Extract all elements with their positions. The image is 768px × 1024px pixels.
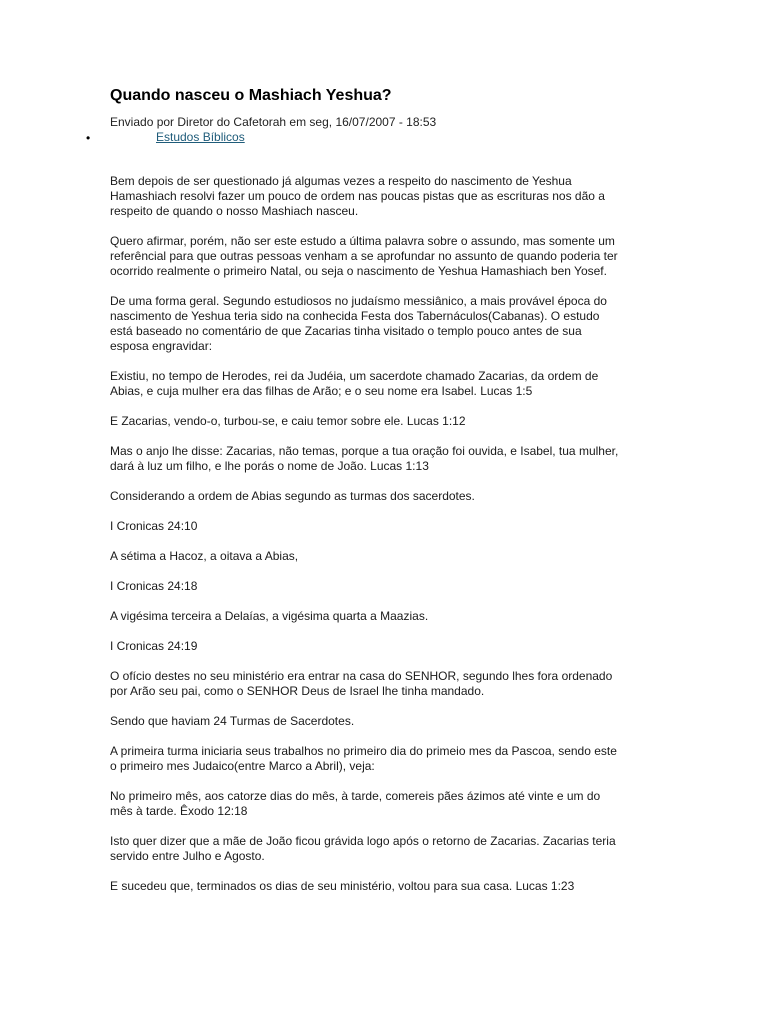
quote-paragraph: O ofício destes no seu ministério era entrar na casa do SENHOR, segundo lhes fora ordenado por Arão seu pai, como o SENHOR Deus de Israel lhe tinha mandado. bbox=[110, 669, 613, 698]
reference-line: I Cronicas 24:19 bbox=[110, 639, 198, 653]
reference-line: I Cronicas 24:18 bbox=[110, 579, 198, 593]
paragraph: Isto quer dizer que a mãe de João ficou grávida logo após o retorno de Zacarias. Zacarias teria servido entre Julho e Agosto. bbox=[110, 834, 616, 863]
quote-paragraph: No primeiro mês, aos catorze dias do mês, à tarde, comereis pães ázimos até vinte e um do mês à tarde. Êxodo 12:18 bbox=[110, 789, 601, 818]
category-link-estudos-biblicos[interactable]: Estudos Bíblicos bbox=[156, 130, 245, 144]
paragraph: A primeira turma iniciaria seus trabalhos no primeiro dia do primeio mes da Pascoa, sendo este o primeiro mes Judaico(entre Marco a Abril), veja: bbox=[110, 744, 617, 773]
paragraph: Quero afirmar, porém, não ser este estudo a última palavra sobre o assundo, mas somente um referêncial para que outras pessoas venham a se aprofundar no assunto de quando poderia ter ocorrido realmente o primeiro Natal, ou seja o nascimento de Yeshua Hamashiach ben Yosef. bbox=[110, 234, 618, 278]
quote-paragraph: A vigésima terceira a Delaías, a vigésima quarta a Maazias. bbox=[110, 609, 429, 623]
article-title: Quando nasceu o Mashiach Yeshua? bbox=[110, 87, 392, 104]
article-meta: Enviado por Diretor do Cafetorah em seg, 16/07/2007 - 18:53 bbox=[110, 115, 437, 129]
quote-paragraph: A sétima a Hacoz, a oitava a Abias, bbox=[110, 549, 299, 563]
article-body bbox=[110, 174, 670, 909]
quote-paragraph: E Zacarias, vendo-o, turbou-se, e caiu temor sobre ele. Lucas 1:12 bbox=[110, 414, 466, 428]
quote-paragraph: Mas o anjo lhe disse: Zacarias, não temas, porque a tua oração foi ouvida, e Isabel, tua mulher, dará à luz um filho, e lhe porás o nome de João. Lucas 1:13 bbox=[110, 444, 619, 473]
category-bullet: • bbox=[86, 131, 91, 145]
paragraph: Considerando a ordem de Abias segundo as turmas dos sacerdotes. bbox=[110, 489, 475, 503]
paragraph: De uma forma geral. Segundo estudiosos no judaísmo messiânico, a mais provável época do nascimento de Yeshua teria sido na conhecida Festa dos Tabernáculos(Cabanas). O estudo está baseado no comentário de que Zacarias tinha visitado o templo pouco antes de sua esposa engravidar: bbox=[110, 294, 607, 353]
paragraph: Bem depois de ser questionado já algumas vezes a respeito do nascimento de Yeshua Hamashiach resolvi fazer um pouco de ordem nas poucas pistas que as escrituras nos dão a respeito de quando o nosso Mashiach nasceu. bbox=[110, 174, 605, 218]
paragraph: Sendo que haviam 24 Turmas de Sacerdotes. bbox=[110, 714, 355, 728]
reference-line: I Cronicas 24:10 bbox=[110, 519, 198, 533]
quote-paragraph: E sucedeu que, terminados os dias de seu ministério, voltou para sua casa. Lucas 1:23 bbox=[110, 879, 575, 893]
quote-paragraph: Existiu, no tempo de Herodes, rei da Judéia, um sacerdote chamado Zacarias, da ordem de Abias, e cuja mulher era das filhas de Arão; e o seu nome era Isabel. Lucas 1:5 bbox=[110, 369, 599, 398]
